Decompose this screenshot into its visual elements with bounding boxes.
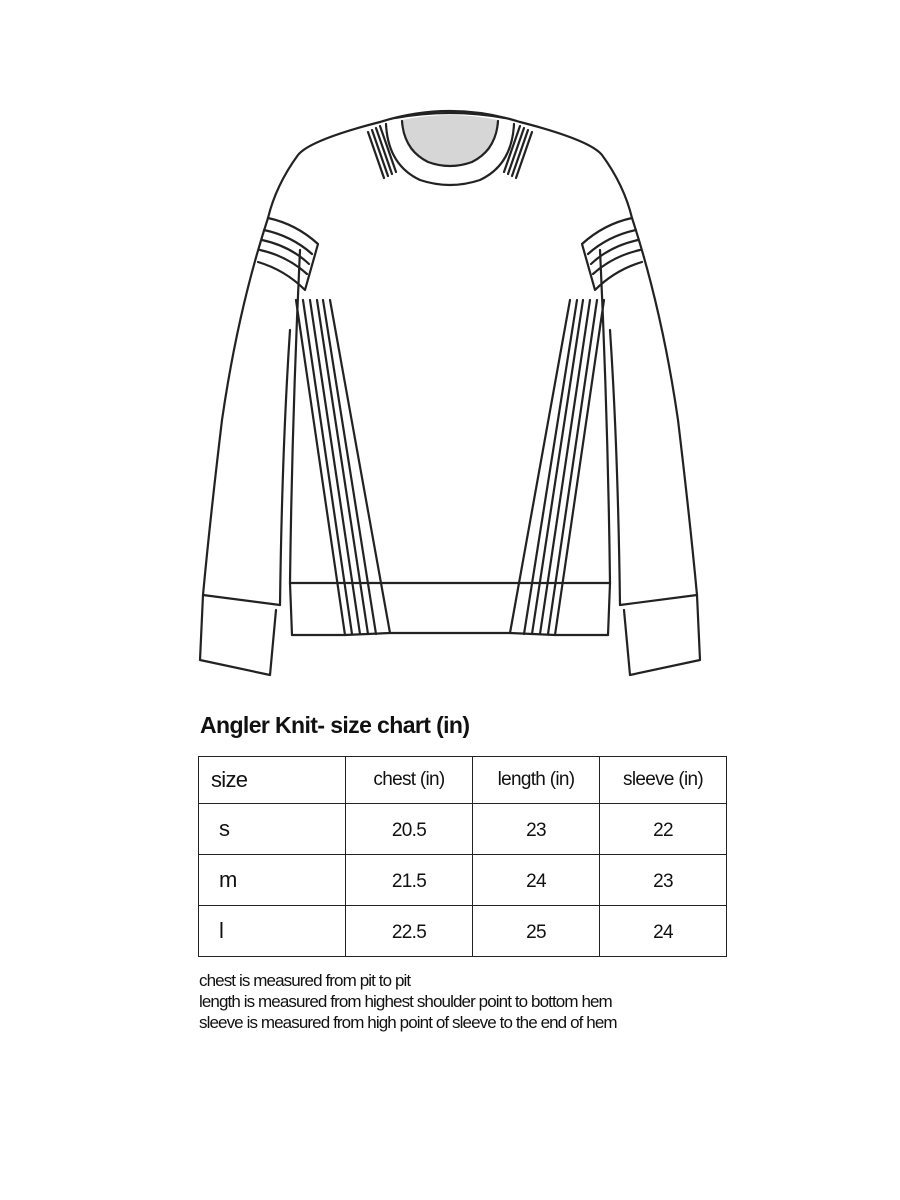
sleeve-cell: 23 bbox=[600, 855, 727, 906]
length-cell: 24 bbox=[473, 855, 600, 906]
chest-cell: 20.5 bbox=[346, 804, 473, 855]
chest-cell: 21.5 bbox=[346, 855, 473, 906]
header-sleeve: sleeve (in) bbox=[600, 757, 727, 804]
size-chart-table bbox=[198, 756, 727, 957]
length-cell: 23 bbox=[473, 804, 600, 855]
table-row bbox=[199, 804, 727, 855]
note-length: length is measured from highest shoulder point to bottom hem bbox=[199, 992, 612, 1011]
size-cell: m bbox=[199, 855, 346, 906]
size-chart-title: Angler Knit- size chart (in) bbox=[200, 712, 470, 738]
header-chest: chest (in) bbox=[346, 757, 473, 804]
sleeve-cell: 24 bbox=[600, 906, 727, 957]
table-row bbox=[199, 855, 727, 906]
header-size: size bbox=[199, 757, 346, 804]
header-length: length (in) bbox=[473, 757, 600, 804]
table-header-row bbox=[199, 757, 727, 804]
length-cell: 25 bbox=[473, 906, 600, 957]
note-sleeve: sleeve is measured from high point of sleeve to the end of hem bbox=[199, 1013, 617, 1032]
table-row bbox=[199, 906, 727, 957]
chest-cell: 22.5 bbox=[346, 906, 473, 957]
size-cell: l bbox=[199, 906, 346, 957]
note-chest: chest is measured from pit to pit bbox=[199, 971, 411, 990]
sleeve-cell: 22 bbox=[600, 804, 727, 855]
size-cell: s bbox=[199, 804, 346, 855]
measurement-notes bbox=[199, 970, 617, 1033]
